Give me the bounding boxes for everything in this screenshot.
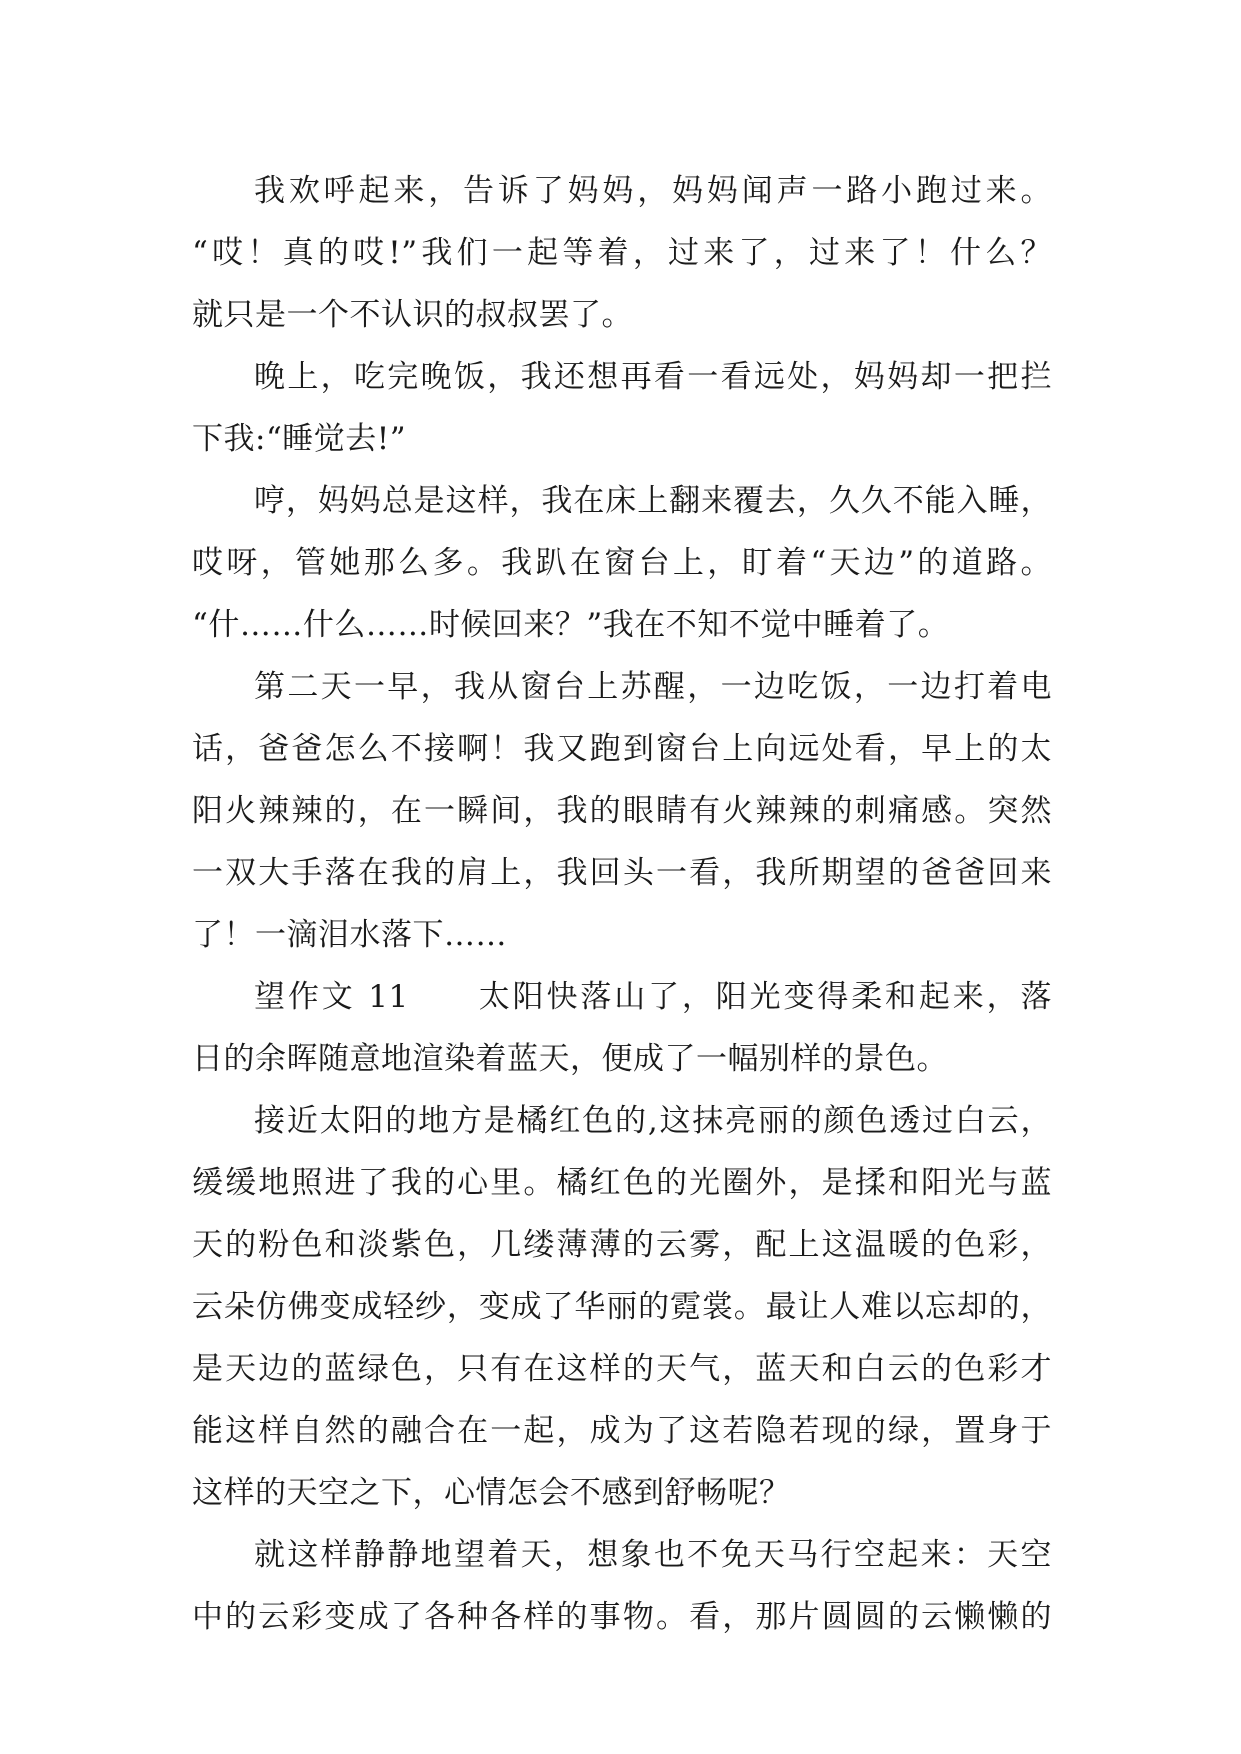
text-line: 哼，妈妈总是这样，我在床上翻来覆去，久久不能入睡， [254, 483, 1052, 519]
text-line: 话，爸爸怎么不接啊！我又跑到窗台上向远处看，早上的太 [192, 731, 1052, 767]
text-line: 云朵仿佛变成轻纱，变成了华丽的霓裳。最让人难以忘却的， [192, 1289, 1052, 1325]
text-line: 这样的天空之下，心情怎会不感到舒畅呢？ [192, 1475, 791, 1511]
text-line: 阳火辣辣的，在一瞬间，我的眼睛有火辣辣的刺痛感。突然 [192, 793, 1052, 829]
text-line: 我欢呼起来，告诉了妈妈，妈妈闻声一路小跑过来。 [254, 173, 1052, 209]
text-line: 就只是一个不认识的叔叔罢了。 [192, 297, 633, 333]
text-line: 能这样自然的融合在一起，成为了这若隐若现的绿，置身于 [192, 1413, 1052, 1449]
text-line: 下我:“睡觉去!” [192, 421, 407, 457]
text-line: 天的粉色和淡紫色，几缕薄薄的云雾，配上这温暖的色彩， [192, 1227, 1052, 1263]
text-line: “什……什么……时候回来？”我在不知不觉中睡着了。 [192, 607, 950, 643]
text-line: 哎呀，管她那么多。我趴在窗台上，盯着“天边”的道路。 [192, 545, 1052, 581]
text-line: 是天边的蓝绿色，只有在这样的天气，蓝天和白云的色彩才 [192, 1351, 1052, 1387]
text-line: 一双大手落在我的肩上，我回头一看，我所期望的爸爸回来 [192, 855, 1052, 891]
text-line: 晚上，吃完晚饭，我还想再看一看远处，妈妈却一把拦 [254, 359, 1052, 395]
text-line: 中的云彩变成了各种各样的事物。看，那片圆圆的云懒懒的 [192, 1599, 1052, 1635]
text-line: 望作文 11 太阳快落山了，阳光变得柔和起来，落 [254, 979, 1052, 1015]
text-line: 缓缓地照进了我的心里。橘红色的光圈外，是揉和阳光与蓝 [192, 1165, 1052, 1201]
text-line: “哎！真的哎!”我们一起等着，过来了，过来了！什么？ [192, 235, 1052, 271]
text-line: 了！一滴泪水落下…… [192, 917, 507, 953]
text-line: 日的余晖随意地渲染着蓝天，便成了一幅别样的景色。 [192, 1041, 948, 1077]
text-line: 就这样静静地望着天，想象也不免天马行空起来：天空 [254, 1537, 1052, 1573]
text-line: 第二天一早，我从窗台上苏醒，一边吃饭，一边打着电 [254, 669, 1052, 705]
text-line: 接近太阳的地方是橘红色的,这抹亮丽的颜色透过白云， [254, 1103, 1052, 1139]
document-body [192, 160, 1052, 1648]
